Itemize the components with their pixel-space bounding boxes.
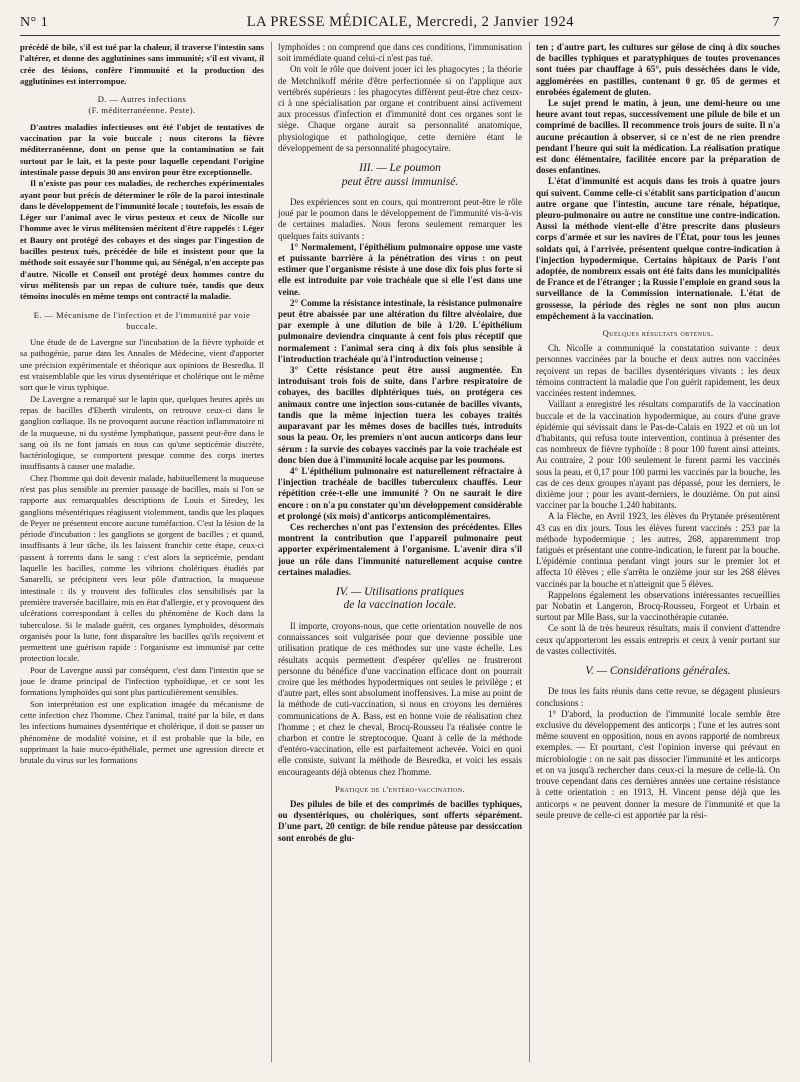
section-heading-iii-line2: peut être aussi immunisé. bbox=[341, 175, 459, 188]
paragraph: précédé de bile, s'il est tué par la chaleur, il traverse l'intestin sans l'altérer, et donne des agglutinines sans immunité; s'il est vivant, il crée des lésions, confère l'immunité et la production des agglutinines est interrompue. bbox=[20, 42, 264, 86]
article-columns bbox=[20, 42, 780, 1062]
section-heading-iii-line1: III. — Le poumon bbox=[359, 162, 441, 175]
paragraph: Des pilules de bile et des comprimés de bacilles typhiques, ou dysentériques, ou cholériques, sont offerts séparément. D'une part, 20 centigr. de bile rendue pâteuse par dessiccation sont enrobés de glu- bbox=[278, 798, 522, 843]
page-number: 7 bbox=[772, 15, 780, 30]
section-heading-iv-line2: de la vaccination locale. bbox=[343, 599, 457, 612]
paragraph: L'état d'immunité est acquis dans les trois à quatre jours qui suivent. Comme celle-ci s'établit sans participation d'aucun autre organe que l'intestin, aucune tare rénale, hépatique, pleuro-pulmonaire ou autre ne constitue une contre-indication. Aussi la méthode vient-elle d'être prescrite dans plusieurs corps d'armée et sur les navires de l'État, pour tous les jeunes soldats qui, à l'arrivée, présentent quelque contre-indication à l'injection hypodermique. Certains hôpitaux de Paris l'ont adoptée, de nombreux essais ont été faits dans les municipalités de France et de l'étranger ; la Russie l'emploie en grand sous la surveillance de la Commission internationale. L'état de grossesse, la période des règles ne sont non plus aucun empêchement à la vaccination. bbox=[536, 176, 780, 321]
paragraph: Il importe, croyons-nous, que cette orientation nouvelle de nos connaissances soit vulgarisée pour que devienne possible une utilisation pratique de ces méthodes sur une vaste échelle. Les résultats acquis permettent d'espérer qu'elles ne frustreront personne du bénéfice d'une vaccination efficace dont on pourrait croire que les méthodes hypodermiques ont seules le privilège ; et d'autre part, elles sont absolument inoffensives. La mise au point de la méthode de cuti-vaccination, si nous en croyons les dernières communications de A. Bass, est en bonne voie de réalisation chez l'homme ; et chez le cheval, Brocq-Rousseu l'a réalisée contre le charbon et contre le streptocoque. Quant à celle de la méthode d'entéro-vaccination, elle est parfaitement achevée. Voici en quoi elle consiste, suivant la méthode de Besredka, et voici les essais encourageants déjà obtenus chez l'homme. bbox=[278, 620, 522, 777]
paragraph: A la Flèche, en Avril 1923, les élèves du Prytanée présentèrent 43 cas en dix jours. Tous les élèves furent vaccinés : 253 par la méthode hypodermique ; les autres, 268, apparemment trop fatigués et présentant une contre-indication, le furent par la bouche. L'épidémie continua pendant vingt jours sur le premier lot et affecta 10 élèves ; elle s'arrêta le onzième jour sur les 268 élèves vaccinés par la bouche et n'atteignit que 5 élèves. bbox=[536, 511, 780, 589]
column-2 bbox=[278, 42, 522, 1062]
paragraph: 4° L'épithélium pulmonaire est naturellement réfractaire à l'injection trachéale de bacilles tuberculeux chauffés. Leur répétition crée-t-elle une immunité ? On ne saurait le dire encore : on n'a pu constater qu'un développement considérable et prolongé (six mois) d'anticorps anticomplémentaires. bbox=[278, 465, 522, 521]
paragraph: Vaillant a enregistré les résultats comparatifs de la vaccination buccale et de la vaccination hypodermique, au cours d'une grave épidémie qui sévissait dans le Pas-de-Calais en 1922 et où un lot d'habitants, qui refusa toute intervention, continua à présenter des cas nombreux de fièvre typhoïde : 8 pour 100 furent ainsi atteints. Au contraire, 2 pour 100 seulement le furent parmi les vaccinés sous la peau, et 0,17 pour 100 parmi les vaccinés par la bouche, les cas de ces deux groupes n'ayant pas dépassé, pour les derniers, le dixième jour ; pour les avant-derniers, le douzième. On put ainsi vacciner par la bouche 1.240 habitants. bbox=[536, 399, 780, 511]
paragraph: D'autres maladies infectieuses ont été l'objet de tentatives de vaccination par la voie buccale ; nous citerons la fièvre méditerranéenne, dont on pense que la contamination se fait surtout par le lait, et la peste pour laquelle cependant l'origine intestinale passe depuis 30 ans environ pour être exceptionnelle. bbox=[20, 121, 264, 177]
paragraph: 1° D'abord, la production de l'immunité locale semble être exclusive du développement des anticorps ; l'une et les autres sont même souvent en opposition, nous en avons rapporté de nombreux exemples. — Et pourtant, c'est l'opinion inverse qui prévaut en microbiologie : on ne sait pas dissocier l'immunité et les anticorps et on va jusqu'à rechercher dans ceux-ci la mesure de celle-là. On trouve cependant dans ces dernières années une certaine résistance à cette orientation : en 1913, H. Vincent pense déjà que les anticorps « ne peuvent donner la mesure de l'immunité et que la seule preuve de celle-ci est apportée par la rési- bbox=[536, 708, 780, 820]
paragraph: 2° Comme la résistance intestinale, la résistance pulmonaire peut être abaissée par une altération du filtre alvéolaire, due par exemple à une dilution de bile à 1/20. L'épithélium pulmonaire deviendra cinquante à cent fois plus réceptif que normalement : l'animal sera cinq à dix fois plus sensible à l'introduction trachéale qu'à l'introduction veineuse ; bbox=[278, 297, 522, 364]
paragraph: Il n'existe pas pour ces maladies, de recherches expérimentales ayant pour but précis de déterminer le rôle de la paroi intestinale dans le développement de l'immunité locale ; toutefois, les essais de Léger sur l'animal avec le virus pesteux et ceux de Nicolle sur l'homme avec le virus mélitensien méritent d'être rappelés : Léger et Baury ont protégé des cobayes et des singes par l'ingestion de bacilles pesteux tués, précédée de bile et insistent pour que la méthode soit essayée sur l'homme qui, au Sénégal, n'en accepte pas d'autre. Nicolle et Conseil ont protégé deux hommes contre du virus mélitensis par un repas de culture tuée, tandis que deux témoins inoculés en même temps ont contracté la maladie. bbox=[20, 178, 264, 302]
subsection-heading: Pratique de l'entéro-vaccination. bbox=[334, 783, 466, 794]
column-divider bbox=[529, 42, 530, 1062]
column-divider bbox=[271, 42, 272, 1062]
page-header bbox=[20, 10, 780, 36]
column-1 bbox=[20, 42, 264, 1062]
paragraph: 1° Normalement, l'épithélium pulmonaire oppose une vaste et puissante barrière à la pénétration des virus : on peut estimer que l'organisme résiste à une dose dix fois plus forte si elle est introduite par voie trachéale que si elle l'est dans une veine. bbox=[278, 241, 522, 297]
newspaper-page bbox=[20, 0, 780, 1072]
paragraph: Le sujet prend le matin, à jeun, une demi-heure ou une heure avant tout repas, successivement une pilule de bile et un comprimé de bacilles. Il recommence trois jours de suite. Il n'a aucune précaution à observer, si ce n'est de ne rien prendre pendant l'heure qui suit la médication. La réalisation pratique est donc élémentaire, facilitée encore par la préparation de doses enfantines. bbox=[536, 98, 780, 176]
paragraph: De tous les faits réunis dans cette revue, se dégagent plusieurs conclusions : bbox=[536, 686, 780, 708]
paragraph: Son interprétation est une explication imagée du mécanisme de cette infection chez l'homme. Chez l'animal, traité par la bile, et dans les infections humaines dysentérique et cholérique, il doit se passer un phénomène de modalité voisine, et il est probable que la bile, en supprimant la haie muco-épithéliale, permet une agression directe et brutale du virus sur les formations bbox=[20, 698, 264, 766]
section-heading-d-title: D. — Autres infections bbox=[97, 94, 187, 105]
paragraph: Une étude de de Lavergne sur l'incubation de la fièvre typhoïde et sa pathogénie, parue dans les Annales de Médecine, vient d'apporter une précision expérimentale et théorique aux opinions de Besredka. Il est vraisemblable que les virus dysentérique et cholérique ont le même sort que le virus typhique. bbox=[20, 337, 264, 393]
paragraph: Ce sont là de très heureux résultats, mais il convient d'attendre ceux qu'apporteront les essais entrepris et ceux à venir portant sur de vastes collectivités. bbox=[536, 623, 780, 656]
section-heading-iv-line1: IV. — Utilisations pratiques bbox=[335, 585, 465, 598]
paragraph: Ch. Nicolle a communiqué la constatation suivante : deux personnes vaccinées par la bouche et deux autres non vaccinées reçoivent un repas de bacilles dysentériques vivants : les deux témoins contractent la maladie que l'on guérit rapidement, les deux vaccinées restent indemnes. bbox=[536, 343, 780, 399]
paragraph: Rappelons également les observations intéressantes recueillies par Nobatin et Langeron, Brocq-Rousseu, Forgeot et Urbain et surtout par Mlle Bass, sur la vaccinothérapie cutanée. bbox=[536, 589, 780, 623]
paragraph: Pour de Lavergne aussi par conséquent, c'est dans l'intestin que se joue le drame principal de l'infection typhoïdique, et ce sont les formations lymphoïdes qui sont plus particulièrement sensibles. bbox=[20, 664, 264, 698]
paragraph: Chez l'homme qui doit devenir malade, habituellement la muqueuse n'est pas plus sensible au premier passage de bacilles, mais si l'on se rapporte aux remarquables descriptions de Louis et Siredey, les ganglions mésentériques réagissent violemment, tandis que les plaques de Peyer ne présentent encore aucune tuméfaction. C'est la lésion de la période d'incubation : les ganglions se gorgent de bacilles ; et quand, insuffisants à leur tâche, ils les laissent franchir cette étape, ceux-ci passent à torrents dans le sang : c'est alors la septicémie, pendant laquelle les bacilles, comme les vibrions cholériques étudiés par Sanarelli, se précipitent vers leur pôle d'attraction, la muqueuse intestinale : ils y trouvent des follicules clos sensibilisés par la première traversée bacillaire, mis en état d'allergie, et y provoquent des ulcérations correspondant à celles du phénomène de Koch dans la tuberculose. Si le malade guérit, ces organes lymphoïdes, désormais organisés pour la lutte, font disparaître les bacilles qu'ils reçoivent et permettent une guérison rapide : l'organisme est immunisé par cette protection locale. bbox=[20, 472, 264, 664]
section-heading-v: V. — Considérations générales. bbox=[585, 664, 731, 677]
subsection-heading: Quelques résultats obtenus. bbox=[602, 328, 714, 339]
paragraph: De Lavergne a remarqué sur le lapin que, quelques heures après un repas de bacilles d'Eberth virulents, on retrouve ceux-ci dans le ganglion cœliaque. Ils ne provoquent aucune réaction inflammatoire ni de la muqueuse, ni du système lymphatique, passent peut-être dans le sang où ils ne font jamais en tous cas qu'une septicémie discrète, bactériologique, se comportent presque comme des corps inertes insuffisants à causer une maladie. bbox=[20, 393, 264, 472]
paragraph: ten ; d'autre part, les cultures sur gélose de cinq à dix souches de bacilles typhiques et paratyphiques de toutes provenances sont tuées par chauffage à 65°, puis desséchées dans le vide, agglomérées en pastilles, contenant 0 gr. 05 de germes et enrobées également de gluten. bbox=[536, 42, 780, 97]
section-heading-d bbox=[20, 94, 264, 117]
paragraph: Des expériences sont en cours, qui montreront peut-être le rôle joué par le poumon dans le développement de l'immunité vis-à-vis de certaines maladies. Nous ferons seulement remarquer les quelques faits suivants : bbox=[278, 197, 522, 241]
section-heading-e: E. — Mécanisme de l'infection et de l'immunité par voie buccale. bbox=[33, 309, 251, 331]
section-heading-d-subtitle: (F. méditerranéenne. Peste). bbox=[88, 105, 196, 116]
section-heading-iii bbox=[278, 162, 522, 189]
column-3 bbox=[536, 42, 780, 1062]
paragraph: On voit le rôle que doivent jouer ici les phagocytes ; la théorie de Metchnikoff mérite d'être perfectionnée si on l'applique aux vertébrés supérieurs : les phagocytes diffèrent peut-être chez ceux-ci à une spécialisation par organe et contribuent ainsi activement aux processus d'infection et d'immunité dont ces organes sont le siège. Chaque organe aurait sa personnalité anatomique, physiologique et pathologique, cette dernière étant le développement de sa personnalité phagocytaire. bbox=[278, 64, 522, 153]
publication-title: LA PRESSE MÉDICALE, Mercredi, 2 Janvier 1924 bbox=[246, 14, 574, 30]
paragraph: Ces recherches n'ont pas l'extension des précédentes. Elles montrent la contribution que l'appareil pulmonaire peut apporter expérimentalement à l'organisme. L'avenir dira s'il joue un rôle dans l'immunité naturellement acquise contre certaines maladies. bbox=[278, 521, 522, 577]
paragraph: lymphoïdes : on comprend que dans ces conditions, l'immunisation soit immédiate quand celui-ci n'est pas tué. bbox=[278, 42, 522, 64]
issue-number: N° 1 bbox=[20, 15, 49, 30]
section-heading-iv bbox=[278, 586, 522, 613]
paragraph: 3° Cette résistance peut être aussi augmentée. En introduisant trois fois de suite, dans l'arbre respiratoire de cobayes, des bacilles diphtériques tués, on protégera ces animaux contre une injection sous-cutanée de bacilles vivants, tandis que la même injection tuera les cobayes traités auparavant par les mêmes doses de bacilles tués, introduits sous la peau. Or, les premiers n'ont aucun anticorps dans leur sérum : la survie des cobayes vaccinés par la voie trachéale est donc bien due à l'immunité locale acquise par les poumons. bbox=[278, 365, 522, 465]
